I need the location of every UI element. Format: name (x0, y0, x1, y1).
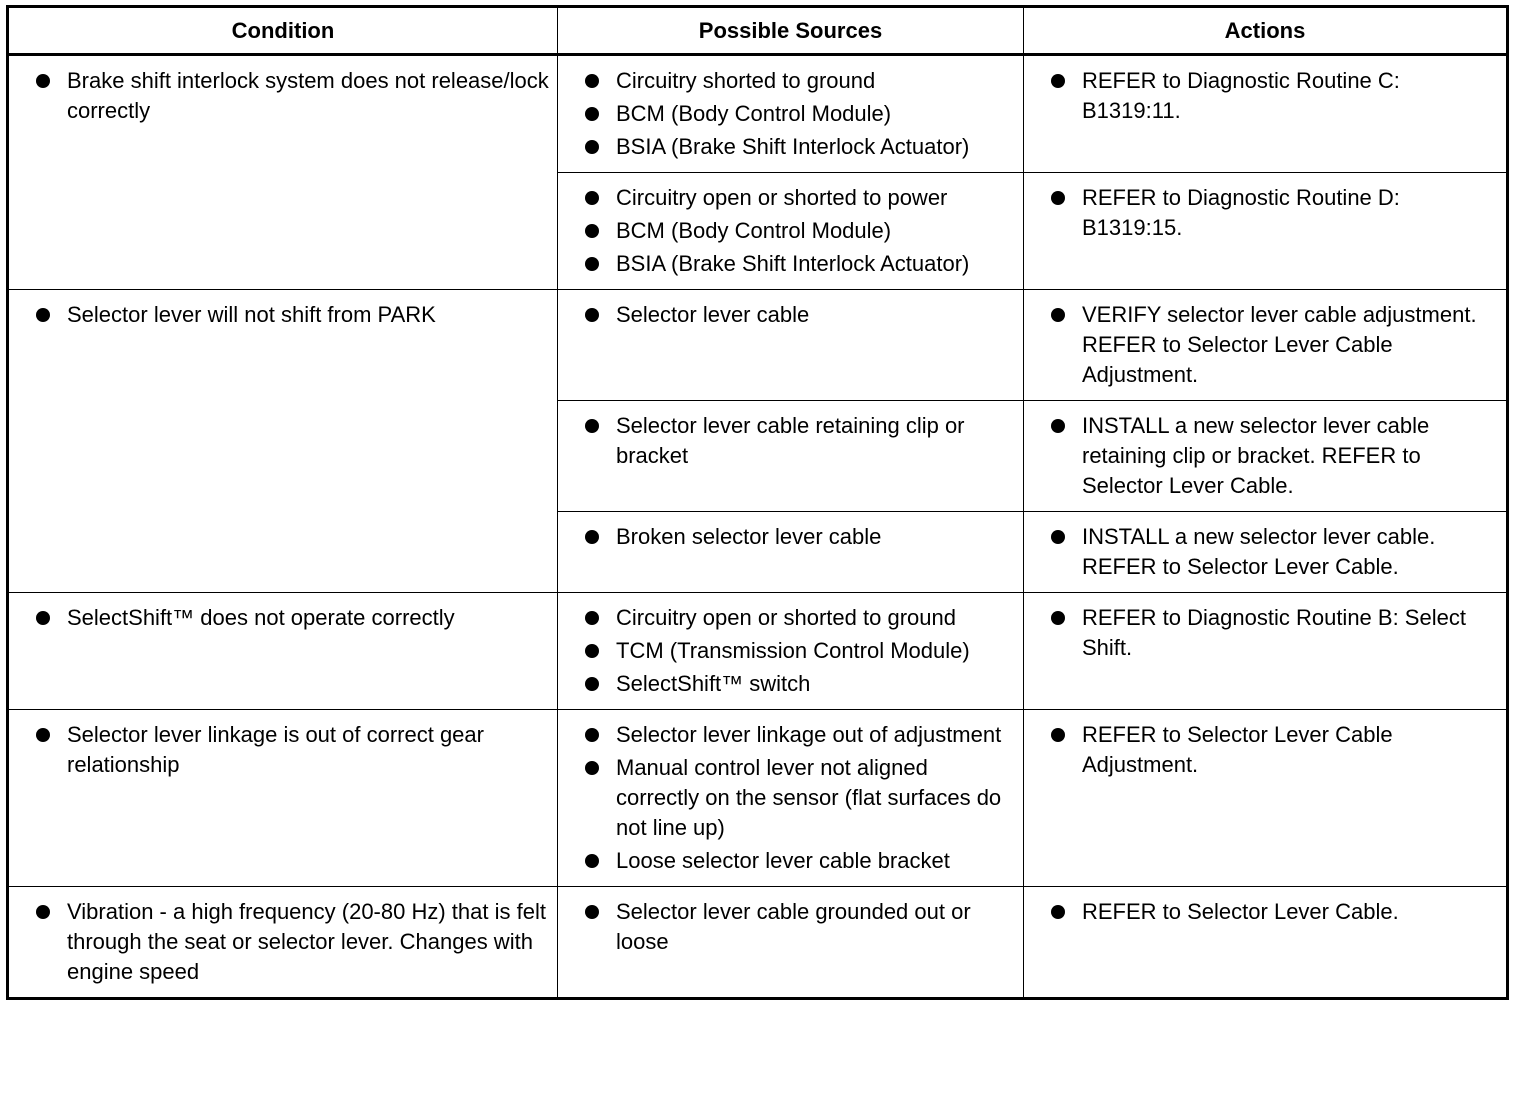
bullet-icon (36, 728, 50, 742)
bullet-icon (585, 530, 599, 544)
bullet-icon (36, 905, 50, 919)
sources-cell (558, 887, 1024, 999)
source-text: Selector lever linkage out of adjustment (616, 722, 1002, 747)
action-item (1048, 522, 1498, 582)
bullet-icon (585, 107, 599, 121)
source-text: BSIA (Brake Shift Interlock Actuator) (616, 134, 970, 159)
table-body (8, 55, 1508, 999)
condition-item (33, 720, 549, 780)
table-row (8, 710, 1508, 887)
action-text: REFER to Diagnostic Routine B: Select Shift. (1082, 605, 1466, 660)
action-text: INSTALL a new selector lever cable. REFER to Selector Lever Cable. (1082, 524, 1436, 579)
actions-cell (1024, 290, 1508, 401)
bullet-icon (1051, 191, 1065, 205)
source-item (582, 66, 1015, 96)
bullet-icon (585, 644, 599, 658)
bullet-icon (585, 854, 599, 868)
bullet-icon (585, 611, 599, 625)
source-item (582, 183, 1015, 213)
table-row (8, 593, 1508, 710)
source-text: BSIA (Brake Shift Interlock Actuator) (616, 251, 970, 276)
condition-cell (8, 710, 558, 887)
table-row (8, 887, 1508, 999)
bullet-icon (1051, 905, 1065, 919)
source-text: Circuitry open or shorted to power (616, 185, 948, 210)
action-item (1048, 897, 1498, 927)
condition-cell (8, 593, 558, 710)
action-text: REFER to Selector Lever Cable Adjustment. (1082, 722, 1393, 777)
bullet-icon (585, 905, 599, 919)
bullet-icon (1051, 530, 1065, 544)
bullet-icon (585, 308, 599, 322)
table-row (8, 55, 1508, 173)
action-text: VERIFY selector lever cable adjustment. REFER to Selector Lever Cable Adjustment. (1082, 302, 1477, 387)
bullet-icon (585, 677, 599, 691)
condition-text: Brake shift interlock system does not release/lock correctly (67, 68, 549, 123)
source-text: BCM (Body Control Module) (616, 101, 892, 126)
header-row (8, 7, 1508, 55)
sources-cell (558, 512, 1024, 593)
bullet-icon (585, 191, 599, 205)
action-text: REFER to Diagnostic Routine C: B1319:11. (1082, 68, 1400, 123)
source-text: Circuitry shorted to ground (616, 68, 876, 93)
bullet-icon (36, 74, 50, 88)
condition-text: Vibration - a high frequency (20-80 Hz) that is felt through the seat or selector lever. Changes with engine speed (67, 899, 546, 984)
bullet-icon (585, 140, 599, 154)
source-text: Loose selector lever cable bracket (616, 848, 950, 873)
source-text: Selector lever cable retaining clip or bracket (616, 413, 965, 468)
bullet-icon (585, 761, 599, 775)
action-item (1048, 300, 1498, 390)
actions-cell (1024, 887, 1508, 999)
sources-cell (558, 55, 1024, 173)
bullet-icon (1051, 611, 1065, 625)
source-item (582, 603, 1015, 633)
source-item (582, 300, 1015, 330)
source-item (582, 132, 1015, 162)
action-item (1048, 603, 1498, 663)
actions-cell (1024, 55, 1508, 173)
table-row (8, 290, 1508, 401)
header-possible-sources: Possible Sources (558, 7, 1024, 55)
diagnosis-table (6, 5, 1509, 1000)
source-text: Selector lever cable (616, 302, 810, 327)
actions-cell (1024, 710, 1508, 887)
bullet-icon (585, 257, 599, 271)
condition-text: Selector lever linkage is out of correct gear relationship (67, 722, 484, 777)
condition-cell (8, 55, 558, 290)
condition-item (33, 603, 549, 633)
source-item (582, 753, 1015, 843)
actions-cell (1024, 593, 1508, 710)
source-text: SelectShift™ switch (616, 671, 811, 696)
source-item (582, 411, 1015, 471)
header-actions: Actions (1024, 7, 1508, 55)
action-item (1048, 411, 1498, 501)
bullet-icon (1051, 728, 1065, 742)
source-text: Selector lever cable grounded out or loose (616, 899, 971, 954)
condition-text: Selector lever will not shift from PARK (67, 302, 436, 327)
action-item (1048, 183, 1498, 243)
source-item (582, 720, 1015, 750)
source-text: Broken selector lever cable (616, 524, 882, 549)
source-text: BCM (Body Control Module) (616, 218, 892, 243)
source-text: Circuitry open or shorted to ground (616, 605, 956, 630)
sources-cell (558, 593, 1024, 710)
condition-text: SelectShift™ does not operate correctly (67, 605, 455, 630)
bullet-icon (585, 224, 599, 238)
actions-cell (1024, 512, 1508, 593)
action-text: REFER to Diagnostic Routine D: B1319:15. (1082, 185, 1400, 240)
bullet-icon (1051, 308, 1065, 322)
source-text: Manual control lever not aligned correctly on the sensor (flat surfaces do not line up) (616, 755, 1002, 840)
action-text: REFER to Selector Lever Cable. (1082, 899, 1399, 924)
source-item (582, 522, 1015, 552)
bullet-icon (1051, 74, 1065, 88)
header-condition: Condition (8, 7, 558, 55)
bullet-icon (585, 419, 599, 433)
source-item (582, 846, 1015, 876)
condition-cell (8, 290, 558, 593)
sources-cell (558, 173, 1024, 290)
action-item (1048, 66, 1498, 126)
bullet-icon (36, 611, 50, 625)
actions-cell (1024, 401, 1508, 512)
condition-item (33, 897, 549, 987)
bullet-icon (1051, 419, 1065, 433)
action-item (1048, 720, 1498, 780)
sources-cell (558, 290, 1024, 401)
bullet-icon (585, 728, 599, 742)
bullet-icon (585, 74, 599, 88)
bullet-icon (36, 308, 50, 322)
source-item (582, 249, 1015, 279)
action-text: INSTALL a new selector lever cable retaining clip or bracket. REFER to Selector Lever Cable. (1082, 413, 1430, 498)
source-item (582, 216, 1015, 246)
condition-item (33, 300, 549, 330)
source-text: TCM (Transmission Control Module) (616, 638, 970, 663)
source-item (582, 897, 1015, 957)
actions-cell (1024, 173, 1508, 290)
source-item (582, 636, 1015, 666)
sources-cell (558, 710, 1024, 887)
source-item (582, 669, 1015, 699)
sources-cell (558, 401, 1024, 512)
condition-cell (8, 887, 558, 999)
condition-item (33, 66, 549, 126)
source-item (582, 99, 1015, 129)
